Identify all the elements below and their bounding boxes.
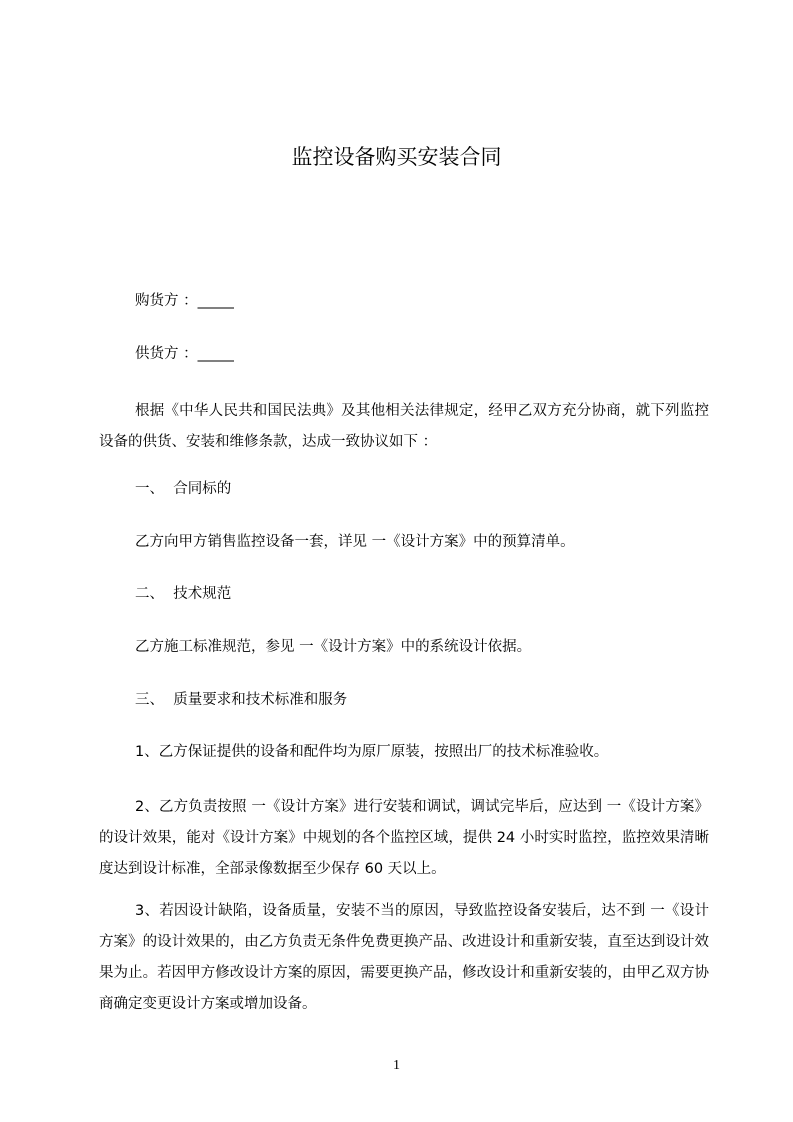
section3-item1: 1、乙方保证提供的设备和配件均为原厂原装，按照出厂的技术标准验收。 — [135, 744, 609, 760]
supplier-line: 供货方 ：_____ — [135, 346, 234, 362]
section2-heading: 二、 技术规范 — [135, 586, 232, 602]
section2-body: 乙方施工标准规范，参见 一《设计方案》中的系统设计依据。 — [135, 639, 532, 655]
section1-body: 乙方向甲方销售监控设备一套，详见 一《设计方案》中的预算清单。 — [135, 534, 575, 550]
section3-heading: 三、 质量要求和技术标准和服务 — [135, 692, 348, 708]
section1-heading: 一、 合同标的 — [135, 481, 232, 497]
section3-item2: 2、乙方负责按照 一《设计方案》进行安装和调试，调试完毕后，应达到 一《设计方案》的设计效果，能对《设计方案》中规划的各个监控区域，提供 24 小时实时监控，监控效果清晰度达到设计标准，全部录像数据至少保存 60 天以上。 — [99, 799, 709, 877]
section3-item3: 3、若因设计缺陷，设备质量，安装不当的原因，导致监控设备安装后，达不到 一《设计方案》的设计效果的，由乙方负责无条件免费更换产品、改进设计和重新安装，直至达到设计效果为止。若因甲方修改设计方案的原因，需要更换产品，修改设计和重新安装的，由甲乙双方协商确定变更设计方案或增加设备。 — [99, 903, 709, 1012]
document-title: 监控设备购买安装合同 — [291, 145, 502, 169]
page-number: 1 — [393, 1058, 400, 1073]
buyer-line: 购货方 ：_____ — [135, 293, 234, 309]
preamble-paragraph: 根据《中华人民共和国民法典》及其他相关法律规定，经甲乙双方充分协商，就下列监控设备的供货、安装和维修条款，达成一致协议如下 ： — [99, 403, 709, 450]
